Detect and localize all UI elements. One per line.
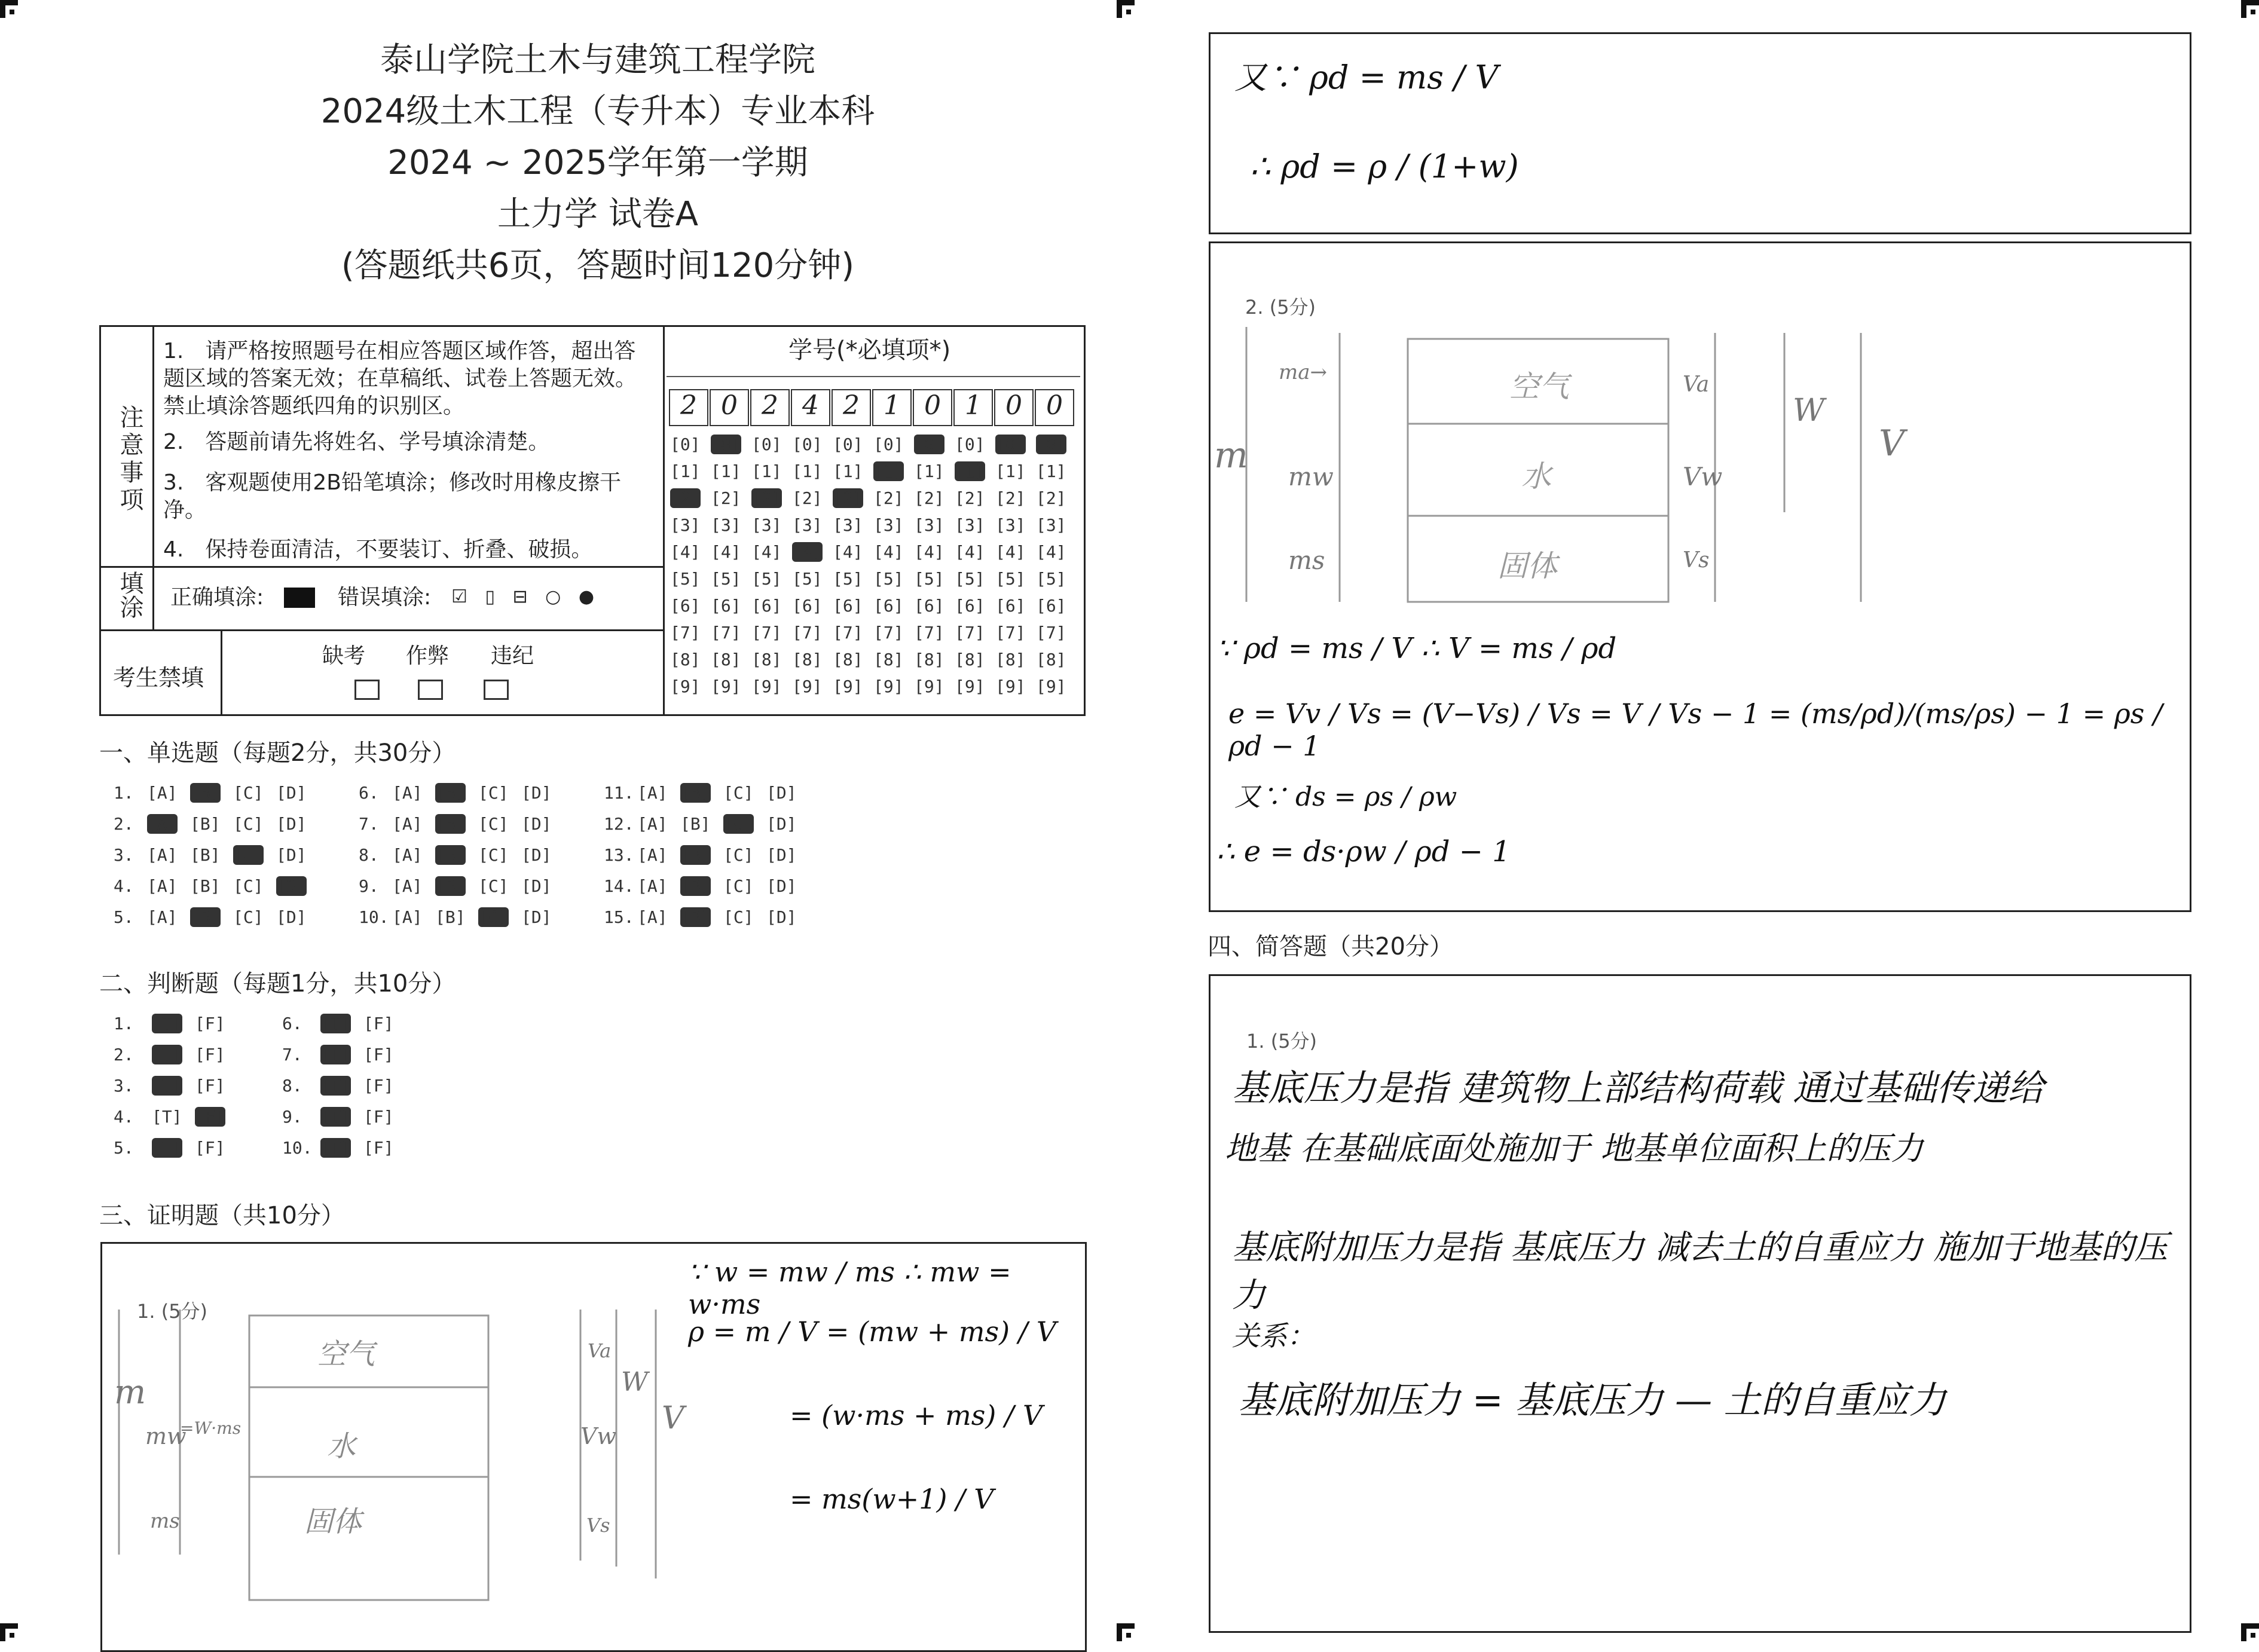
- true-false-number: 5.: [114, 1138, 134, 1158]
- single-choice-option[interactable]: [A]: [147, 907, 178, 927]
- proof-q1-label: 1. (5分): [137, 1300, 208, 1323]
- short-answer-line-4: 关系：: [1232, 1320, 1315, 1352]
- notice-item-2: 2. 答题前请先将姓名、学号填涂清楚。: [163, 430, 550, 454]
- student-id-bubble[interactable]: [4]: [751, 542, 782, 562]
- single-choice-option[interactable]: [B]: [190, 814, 221, 834]
- single-choice-number: 3.: [114, 845, 134, 865]
- single-choice-option[interactable]: [A]: [637, 876, 668, 896]
- proof-v-label: V: [662, 1400, 684, 1436]
- short-answer-q1-label: 1. (5分): [1246, 1030, 1318, 1053]
- single-choice-option[interactable]: [A]: [392, 845, 423, 865]
- true-false-number: 7.: [282, 1045, 302, 1064]
- student-id-bubble[interactable]: [6]: [995, 596, 1026, 616]
- student-id-bubble[interactable]: [2]: [711, 488, 741, 508]
- forbidden-cheat: 作弊: [406, 644, 450, 668]
- true-false-option[interactable]: [T]: [320, 1045, 351, 1064]
- single-choice-option[interactable]: [D]: [276, 783, 307, 803]
- true-false-option[interactable]: [F]: [363, 1045, 394, 1064]
- proof-answer-box-1[interactable]: [100, 1242, 1087, 1652]
- single-choice-option[interactable]: [B]: [435, 907, 466, 927]
- student-id-bubble[interactable]: [2]: [873, 488, 904, 508]
- student-id-bubble[interactable]: [1]: [914, 461, 944, 481]
- student-id-digit-7[interactable]: 1: [953, 389, 993, 426]
- true-false-number: 2.: [114, 1045, 134, 1064]
- student-id-digit-0[interactable]: 2: [669, 389, 708, 426]
- short-answer-line-5: 基底附加压力 = 基底压力 — 土的自重应力: [1238, 1378, 1946, 1422]
- proof-title: 三、证明题（共10分）: [99, 1202, 345, 1229]
- proof-water-label: 水: [327, 1430, 356, 1463]
- proof2-m-label: m: [1214, 435, 1248, 476]
- proof-cont-line-2: ∴ ρd = ρ / (1+w): [1250, 148, 1519, 185]
- student-id-bubble[interactable]: [2]: [792, 488, 823, 508]
- single-choice-number: 10.: [359, 907, 389, 927]
- true-false-number: 4.: [114, 1107, 134, 1127]
- true-false-option[interactable]: [T]: [152, 1014, 182, 1033]
- student-id-bubble[interactable]: [8]: [914, 650, 944, 669]
- student-id-bubble[interactable]: [3]: [792, 515, 823, 535]
- single-choice-option[interactable]: [B]: [190, 783, 221, 803]
- forbidden-absent: 缺考: [322, 644, 366, 668]
- true-false-option[interactable]: [T]: [320, 1138, 351, 1158]
- student-id-bubble[interactable]: [8]: [792, 650, 823, 669]
- true-false-option[interactable]: [F]: [195, 1138, 225, 1158]
- student-id-bubble[interactable]: [7]: [873, 623, 904, 643]
- single-choice-number: 15.: [604, 907, 634, 927]
- program-title: 2024级土木工程（专升本）专业本科: [320, 92, 875, 131]
- student-id-bubble[interactable]: [8]: [711, 650, 741, 669]
- single-choice-option[interactable]: [A]: [147, 783, 178, 803]
- proof-q2-label: 2. (5分): [1245, 296, 1316, 319]
- single-choice-number: 12.: [604, 814, 634, 834]
- proof2-vw-label: Vw: [1683, 462, 1723, 491]
- student-id-bubble[interactable]: [6]: [914, 596, 944, 616]
- single-choice-option[interactable]: [B]: [680, 814, 711, 834]
- student-id-bubble[interactable]: [5]: [873, 569, 904, 589]
- proof-line-4: = ms(w+1) / V: [790, 1483, 994, 1515]
- proof2-v-label: V: [1879, 423, 1905, 464]
- student-id-bubble[interactable]: [3]: [873, 515, 904, 535]
- student-id-bubble[interactable]: [9]: [1036, 677, 1066, 696]
- student-id-bubble[interactable]: [0]: [670, 435, 701, 454]
- single-choice-option[interactable]: [C]: [478, 783, 509, 803]
- single-choice-option[interactable]: [C]: [723, 845, 754, 865]
- student-id-bubble[interactable]: [5]: [670, 569, 701, 589]
- student-id-bubble[interactable]: [0]: [1036, 435, 1066, 454]
- single-choice-option[interactable]: [A]: [147, 845, 178, 865]
- short-answer-box-1[interactable]: [1209, 974, 2191, 1633]
- proof2-solid-label: 固体: [1497, 549, 1557, 583]
- student-id-bubble[interactable]: [8]: [995, 650, 1026, 669]
- proof-vv-label: W: [621, 1367, 649, 1397]
- single-choice-option[interactable]: [B]: [680, 845, 711, 865]
- notice-label-cell: [101, 327, 154, 566]
- student-id-bubble[interactable]: [1]: [751, 461, 782, 481]
- student-id-bubble[interactable]: [0]: [914, 435, 944, 454]
- student-id-bubble[interactable]: [3]: [670, 515, 701, 535]
- student-id-bubble[interactable]: [3]: [914, 515, 944, 535]
- true-false-option[interactable]: [T]: [320, 1107, 351, 1127]
- student-id-bubble[interactable]: [8]: [833, 650, 863, 669]
- notice-item-4: 4. 保持卷面清洁，不要装订、折叠、破损。: [163, 537, 593, 562]
- single-choice-option[interactable]: [C]: [723, 907, 754, 927]
- single-choice-option[interactable]: [B]: [680, 876, 711, 896]
- forbidden-label: 考生禁填: [113, 665, 204, 691]
- student-id-bubble[interactable]: [8]: [955, 650, 985, 669]
- single-choice-number: 9.: [359, 876, 379, 896]
- student-id-bubble[interactable]: [1]: [995, 461, 1026, 481]
- student-id-bubble[interactable]: [1]: [873, 461, 904, 481]
- true-false-option[interactable]: [T]: [152, 1107, 182, 1127]
- student-id-bubble[interactable]: [4]: [955, 542, 985, 562]
- student-id-bubble[interactable]: [6]: [792, 596, 823, 616]
- true-false-number: 8.: [282, 1076, 302, 1096]
- student-id-bubble[interactable]: [3]: [1036, 515, 1066, 535]
- single-choice-option[interactable]: [B]: [190, 845, 221, 865]
- proof-vw-label: Vw: [580, 1423, 616, 1449]
- student-id-bubble[interactable]: [7]: [833, 623, 863, 643]
- student-id-bubble[interactable]: [9]: [711, 677, 741, 696]
- proof-m-label: m: [114, 1373, 146, 1412]
- single-choice-number: 5.: [114, 907, 134, 927]
- corner-mark-bottom-right: [2241, 1623, 2259, 1641]
- single-choice-number: 11.: [604, 783, 634, 803]
- single-choice-option[interactable]: [D]: [521, 845, 552, 865]
- student-id-bubble[interactable]: [7]: [751, 623, 782, 643]
- exam-note: (答题纸共6页，答题时间120分钟): [341, 246, 855, 285]
- fill-correct-label: 正确填涂:: [170, 585, 264, 610]
- single-choice-number: 13.: [604, 845, 634, 865]
- student-id-bubble[interactable]: [7]: [711, 623, 741, 643]
- student-id-bubble[interactable]: [1]: [670, 461, 701, 481]
- notice-table: [99, 325, 1086, 716]
- true-false-number: 10.: [282, 1138, 313, 1158]
- single-choice-number: 1.: [114, 783, 134, 803]
- single-choice-option[interactable]: [C]: [723, 814, 754, 834]
- proof2-line-3: 又∵ ds = ρs / ρw: [1234, 782, 1457, 812]
- single-choice-option[interactable]: [D]: [276, 845, 307, 865]
- single-choice-number: 6.: [359, 783, 379, 803]
- forbidden-cheat-box[interactable]: [418, 680, 443, 700]
- proof2-w-label: W: [1793, 393, 1825, 429]
- student-id-bubble[interactable]: [3]: [995, 515, 1026, 535]
- single-choice-option[interactable]: [B]: [680, 783, 711, 803]
- student-id-bubble[interactable]: [0]: [792, 435, 823, 454]
- single-choice-number: 4.: [114, 876, 134, 896]
- single-choice-option[interactable]: [A]: [637, 783, 668, 803]
- single-choice-option[interactable]: [A]: [637, 845, 668, 865]
- student-id-bubble[interactable]: [2]: [955, 488, 985, 508]
- student-id-bubble[interactable]: [5]: [1036, 569, 1066, 589]
- student-id-bubble[interactable]: [4]: [1036, 542, 1066, 562]
- proof-line-2: ρ = m / V = (mw + ms) / V: [688, 1316, 1057, 1348]
- student-id-bubble[interactable]: [2]: [995, 488, 1026, 508]
- proof2-mw-label: mw: [1288, 462, 1334, 491]
- student-id-bubble[interactable]: [4]: [914, 542, 944, 562]
- student-id-bubble[interactable]: [1]: [955, 461, 985, 481]
- proof-answer-box-1-continued[interactable]: [1209, 32, 2191, 234]
- proof-mw-label: mw: [145, 1423, 187, 1449]
- student-id-bubble[interactable]: [6]: [670, 596, 701, 616]
- single-choice-option[interactable]: [C]: [478, 814, 509, 834]
- school-title: 泰山学院土木与建筑工程学院: [380, 41, 815, 79]
- student-id-bubble[interactable]: [9]: [670, 677, 701, 696]
- single-choice-option[interactable]: [D]: [276, 814, 307, 834]
- proof2-ms-label: ms: [1288, 546, 1325, 575]
- student-id-bubble[interactable]: [3]: [711, 515, 741, 535]
- student-id-bubble[interactable]: [9]: [751, 677, 782, 696]
- proof2-line-4: ∴ e = ds·ρw / ρd − 1: [1216, 835, 1511, 868]
- true-false-option[interactable]: [T]: [152, 1076, 182, 1096]
- student-id-bubble[interactable]: [7]: [670, 623, 701, 643]
- single-choice-option[interactable]: [A]: [147, 814, 178, 834]
- student-id-digit-9[interactable]: 0: [1035, 389, 1074, 426]
- student-id-bubble[interactable]: [3]: [833, 515, 863, 535]
- single-choice-option[interactable]: [C]: [233, 845, 264, 865]
- student-id-bubble[interactable]: [1]: [1036, 461, 1066, 481]
- student-id-bubble[interactable]: [2]: [914, 488, 944, 508]
- student-id-bubble[interactable]: [0]: [955, 435, 985, 454]
- proof-line-3: = (w·ms + ms) / V: [790, 1399, 1043, 1431]
- student-id-bubble[interactable]: [6]: [711, 596, 741, 616]
- single-choice-option[interactable]: [B]: [435, 876, 466, 896]
- single-choice-option[interactable]: [B]: [190, 876, 221, 896]
- short-answer-line-1: 基底压力是指 建筑物上部结构荷载 通过基础传递给: [1232, 1067, 2044, 1109]
- student-id-bubble[interactable]: [6]: [751, 596, 782, 616]
- proof-ms-label: ms: [150, 1509, 180, 1533]
- student-id-bubble[interactable]: [9]: [914, 677, 944, 696]
- single-choice-option[interactable]: [C]: [233, 814, 264, 834]
- student-id-bubble[interactable]: [2]: [670, 488, 701, 508]
- student-id-bubble[interactable]: [0]: [751, 435, 782, 454]
- student-id-bubble[interactable]: [5]: [833, 569, 863, 589]
- student-id-bubble[interactable]: [8]: [1036, 650, 1066, 669]
- single-choice-number: 7.: [359, 814, 379, 834]
- student-id-bubble[interactable]: [8]: [873, 650, 904, 669]
- student-id-bubble[interactable]: [2]: [751, 488, 782, 508]
- proof-air-label: 空气: [317, 1338, 375, 1371]
- student-id-bubble[interactable]: [6]: [873, 596, 904, 616]
- single-choice-option[interactable]: [C]: [478, 876, 509, 896]
- proof2-line-2: e = Vv / Vs = (V−Vs) / Vs = V / Vs − 1 = (ms/ρd)/(ms/ρs) − 1 = ρs / ρd − 1: [1228, 697, 2163, 762]
- student-id-bubble[interactable]: [7]: [914, 623, 944, 643]
- student-id-bubble[interactable]: [0]: [711, 435, 741, 454]
- true-false-option[interactable]: [F]: [363, 1014, 394, 1033]
- single-choice-option[interactable]: [A]: [147, 876, 178, 896]
- student-id-label: 学号(*必填项*): [788, 336, 951, 364]
- single-choice-option[interactable]: [A]: [392, 907, 423, 927]
- exam-title: 土力学 试卷A: [497, 195, 699, 234]
- notice-item-3: 3. 客观题使用2B铅笔填涂；修改时用橡皮擦干净。: [163, 470, 621, 522]
- forbidden-violation-box[interactable]: [484, 680, 509, 700]
- single-choice-option[interactable]: [B]: [435, 783, 466, 803]
- single-choice-option[interactable]: [A]: [637, 907, 668, 927]
- single-choice-option[interactable]: [D]: [521, 814, 552, 834]
- student-id-digit-3[interactable]: 4: [791, 389, 830, 426]
- student-id-bubble[interactable]: [7]: [995, 623, 1026, 643]
- student-id-bubble[interactable]: [4]: [873, 542, 904, 562]
- student-id-bubble[interactable]: [8]: [751, 650, 782, 669]
- single-choice-option[interactable]: [D]: [766, 907, 797, 927]
- true-false-number: 9.: [282, 1107, 302, 1127]
- student-id-bubble[interactable]: [0]: [995, 435, 1026, 454]
- student-id-bubble[interactable]: [7]: [1036, 623, 1066, 643]
- student-id-bubble[interactable]: [4]: [711, 542, 741, 562]
- student-id-bubble[interactable]: [9]: [792, 677, 823, 696]
- proof-cont-line-1: 又∵ ρd = ms / V: [1234, 59, 1499, 96]
- forbidden-absent-box[interactable]: [354, 680, 380, 700]
- single-choice-option[interactable]: [B]: [435, 845, 466, 865]
- short-answer-line-2: 地基 在基础底面处施加于 地基单位面积上的压力: [1225, 1130, 1924, 1167]
- true-false-option[interactable]: [F]: [363, 1138, 394, 1158]
- student-id-bubble[interactable]: [4]: [792, 542, 823, 562]
- student-id-bubble[interactable]: [4]: [995, 542, 1026, 562]
- single-choice-number: 2.: [114, 814, 134, 834]
- proof2-va-label: Va: [1683, 372, 1710, 397]
- student-id-digit-5[interactable]: 1: [872, 389, 912, 426]
- forbidden-violation: 违纪: [491, 644, 534, 668]
- student-id-bubble[interactable]: [4]: [670, 542, 701, 562]
- corner-mark-bottom-left: [0, 1623, 18, 1641]
- corner-mark-top-right: [2241, 0, 2259, 18]
- student-id-bubble[interactable]: [5]: [751, 569, 782, 589]
- single-choice-option[interactable]: [C]: [233, 907, 264, 927]
- single-choice-number: 8.: [359, 845, 379, 865]
- proof-line-1: ∵ w = mw / ms ∴ mw = w·ms: [688, 1256, 1011, 1320]
- student-id-bubble[interactable]: [9]: [833, 677, 863, 696]
- student-id-bubble[interactable]: [6]: [1036, 596, 1066, 616]
- single-choice-option[interactable]: [D]: [276, 876, 307, 896]
- single-choice-option[interactable]: [C]: [723, 876, 754, 896]
- short-answer-title: 四、简答题（共20分）: [1208, 933, 1453, 960]
- proof-vs-label: Vs: [586, 1514, 610, 1537]
- single-choice-option[interactable]: [D]: [521, 907, 552, 927]
- single-choice-option[interactable]: [D]: [521, 876, 552, 896]
- student-id-bubble[interactable]: [5]: [995, 569, 1026, 589]
- student-id-bubble[interactable]: [6]: [955, 596, 985, 616]
- student-id-digit-2[interactable]: 2: [750, 389, 790, 426]
- single-choice-option[interactable]: [B]: [435, 814, 466, 834]
- student-id-digit-1[interactable]: 0: [710, 389, 749, 426]
- student-id-digit-6[interactable]: 0: [913, 389, 952, 426]
- student-id-bubble[interactable]: [0]: [873, 435, 904, 454]
- student-id-bubble[interactable]: [5]: [955, 569, 985, 589]
- single-choice-title: 一、单选题（每题2分，共30分）: [99, 739, 456, 767]
- term-title: 2024 ~ 2025学年第一学期: [387, 143, 808, 182]
- single-choice-option[interactable]: [D]: [766, 876, 797, 896]
- true-false-option[interactable]: [F]: [195, 1107, 225, 1127]
- fill-wrong-samples: ☑ ▯ ⊟ ○ ●: [451, 586, 601, 607]
- single-choice-option[interactable]: [C]: [233, 783, 264, 803]
- proof2-water-label: 水: [1521, 459, 1551, 494]
- student-id-bubble[interactable]: [5]: [914, 569, 944, 589]
- student-id-bubble[interactable]: [8]: [670, 650, 701, 669]
- single-choice-option[interactable]: [C]: [233, 876, 264, 896]
- true-false-option[interactable]: [F]: [195, 1014, 225, 1033]
- corner-mark-top-middle: [1117, 0, 1135, 18]
- short-answer-line-3: 基底附加压力是指 基底压力 减去土的自重应力 施加于地基的压力: [1232, 1228, 2168, 1315]
- single-choice-option[interactable]: [B]: [680, 907, 711, 927]
- true-false-option[interactable]: [F]: [195, 1076, 225, 1096]
- student-id-bubble[interactable]: [1]: [833, 461, 863, 481]
- single-choice-option[interactable]: [D]: [276, 907, 307, 927]
- fill-wrong-label: 错误填涂:: [338, 585, 432, 610]
- single-choice-option[interactable]: [C]: [478, 845, 509, 865]
- true-false-option[interactable]: [T]: [152, 1045, 182, 1064]
- true-false-number: 1.: [114, 1014, 134, 1033]
- student-id-digit-8[interactable]: 0: [994, 389, 1034, 426]
- single-choice-option[interactable]: [A]: [637, 814, 668, 834]
- student-id-bubble[interactable]: [4]: [833, 542, 863, 562]
- true-false-option[interactable]: [T]: [320, 1014, 351, 1033]
- true-false-option[interactable]: [T]: [320, 1076, 351, 1096]
- student-id-digit-4[interactable]: 2: [832, 389, 871, 426]
- student-id-bubble[interactable]: [2]: [833, 488, 863, 508]
- student-id-bubble[interactable]: [9]: [955, 677, 985, 696]
- single-choice-option[interactable]: [D]: [766, 845, 797, 865]
- single-choice-option[interactable]: [C]: [478, 907, 509, 927]
- student-id-bubble[interactable]: [9]: [995, 677, 1026, 696]
- corner-mark-bottom-middle: [1117, 1623, 1135, 1641]
- notice-label: 注意事项: [116, 405, 143, 515]
- proof2-line-1: ∵ ρd = ms / V ∴ V = ms / ρd: [1216, 632, 1617, 665]
- student-id-bubble[interactable]: [3]: [751, 515, 782, 535]
- proof-answer-box-2[interactable]: [1209, 241, 2191, 912]
- student-id-bubble[interactable]: [7]: [792, 623, 823, 643]
- fill-correct-sample: [284, 588, 315, 608]
- student-id-bubble[interactable]: [3]: [955, 515, 985, 535]
- student-id-bubble[interactable]: [5]: [792, 569, 823, 589]
- true-false-option[interactable]: [F]: [363, 1107, 394, 1127]
- single-choice-option[interactable]: [D]: [766, 814, 797, 834]
- proof2-vs-label: Vs: [1683, 548, 1710, 573]
- true-false-option[interactable]: [F]: [195, 1045, 225, 1064]
- proof2-ma-label: ma→: [1279, 360, 1327, 384]
- student-id-bubble[interactable]: [2]: [1036, 488, 1066, 508]
- single-choice-option[interactable]: [C]: [723, 783, 754, 803]
- proof2-air-label: 空气: [1509, 369, 1569, 404]
- single-choice-option[interactable]: [D]: [521, 783, 552, 803]
- proof-mw-note: =W·ms: [180, 1418, 242, 1438]
- single-choice-option[interactable]: [A]: [392, 876, 423, 896]
- fill-label: 填涂: [116, 571, 143, 619]
- true-false-title: 二、判断题（每题1分，共10分）: [99, 970, 456, 998]
- true-false-number: 3.: [114, 1076, 134, 1096]
- student-id-bubble[interactable]: [6]: [833, 596, 863, 616]
- student-id-bubble[interactable]: [1]: [792, 461, 823, 481]
- student-id-bubble[interactable]: [7]: [955, 623, 985, 643]
- true-false-option[interactable]: [T]: [152, 1138, 182, 1158]
- true-false-number: 6.: [282, 1014, 302, 1033]
- student-id-bubble[interactable]: [1]: [711, 461, 741, 481]
- proof-solid-label: 固体: [304, 1505, 362, 1538]
- student-id-bubble[interactable]: [5]: [711, 569, 741, 589]
- corner-mark-top-left: [0, 0, 18, 18]
- student-id-bubble[interactable]: [0]: [833, 435, 863, 454]
- single-choice-option[interactable]: [A]: [392, 814, 423, 834]
- proof-va-label: Va: [588, 1339, 612, 1362]
- true-false-option[interactable]: [F]: [363, 1076, 394, 1096]
- single-choice-option[interactable]: [D]: [766, 783, 797, 803]
- single-choice-option[interactable]: [B]: [190, 907, 221, 927]
- student-id-bubble[interactable]: [9]: [873, 677, 904, 696]
- single-choice-number: 14.: [604, 876, 634, 896]
- notice-item-1: 1. 请严格按照题号在相应答题区域作答，超出答题区域的答案无效；在草稿纸、试卷上答题无效。禁止填涂答题纸四角的识别区。: [163, 339, 637, 418]
- single-choice-option[interactable]: [A]: [392, 783, 423, 803]
